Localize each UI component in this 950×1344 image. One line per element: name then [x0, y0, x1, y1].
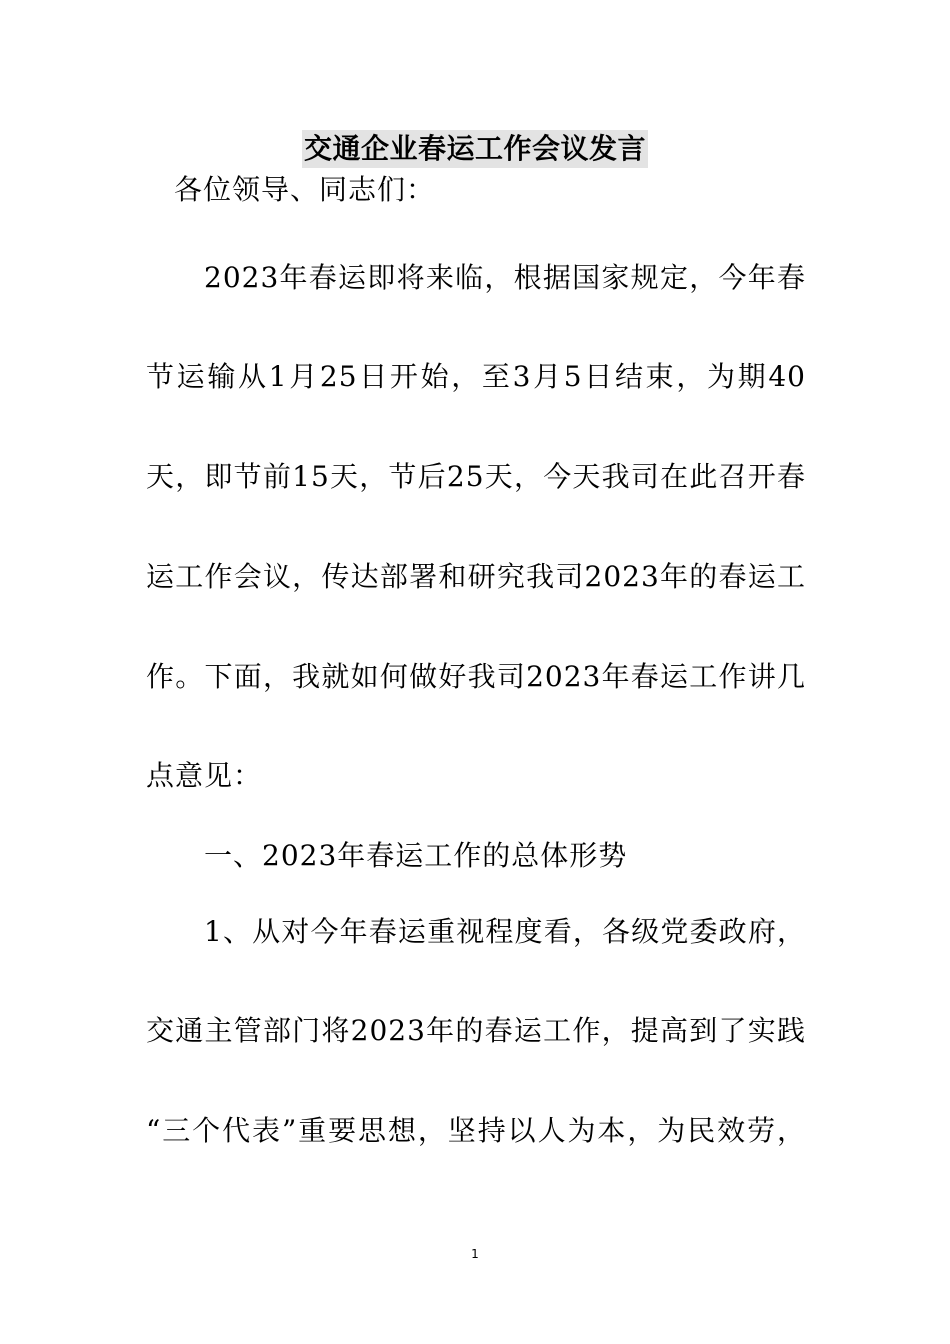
paragraph-line: “三个代表”重要思想，坚持以人为本，为民效劳，: [146, 1114, 806, 1147]
salutation-line: 各位领导、同志们：: [174, 173, 436, 206]
section-heading: 一、2023年春运工作的总体形势: [204, 839, 628, 872]
paragraph-line: 点意见：: [146, 759, 263, 792]
paragraph-line: 作。下面，我就如何做好我司2023年春运工作讲几: [146, 660, 806, 693]
title-wrapper: [0, 130, 950, 168]
paragraph-line: 2023年春运即将来临，根据国家规定，今年春: [204, 261, 806, 294]
paragraph-line: 1、从对今年春运重视程度看，各级党委政府，: [204, 915, 806, 948]
paragraph-line: 节运输从1月25日开始，至3月5日结束，为期40: [146, 360, 806, 393]
document-title: 交通企业春运工作会议发言: [302, 130, 648, 168]
paragraph-line: 交通主管部门将2023年的春运工作，提高到了实践: [146, 1014, 806, 1047]
paragraph-line: 天，即节前15天，节后25天，今天我司在此召开春: [146, 460, 806, 493]
paragraph-line: 运工作会议，传达部署和研究我司2023年的春运工: [146, 560, 806, 593]
page-number: 1: [471, 1247, 479, 1261]
